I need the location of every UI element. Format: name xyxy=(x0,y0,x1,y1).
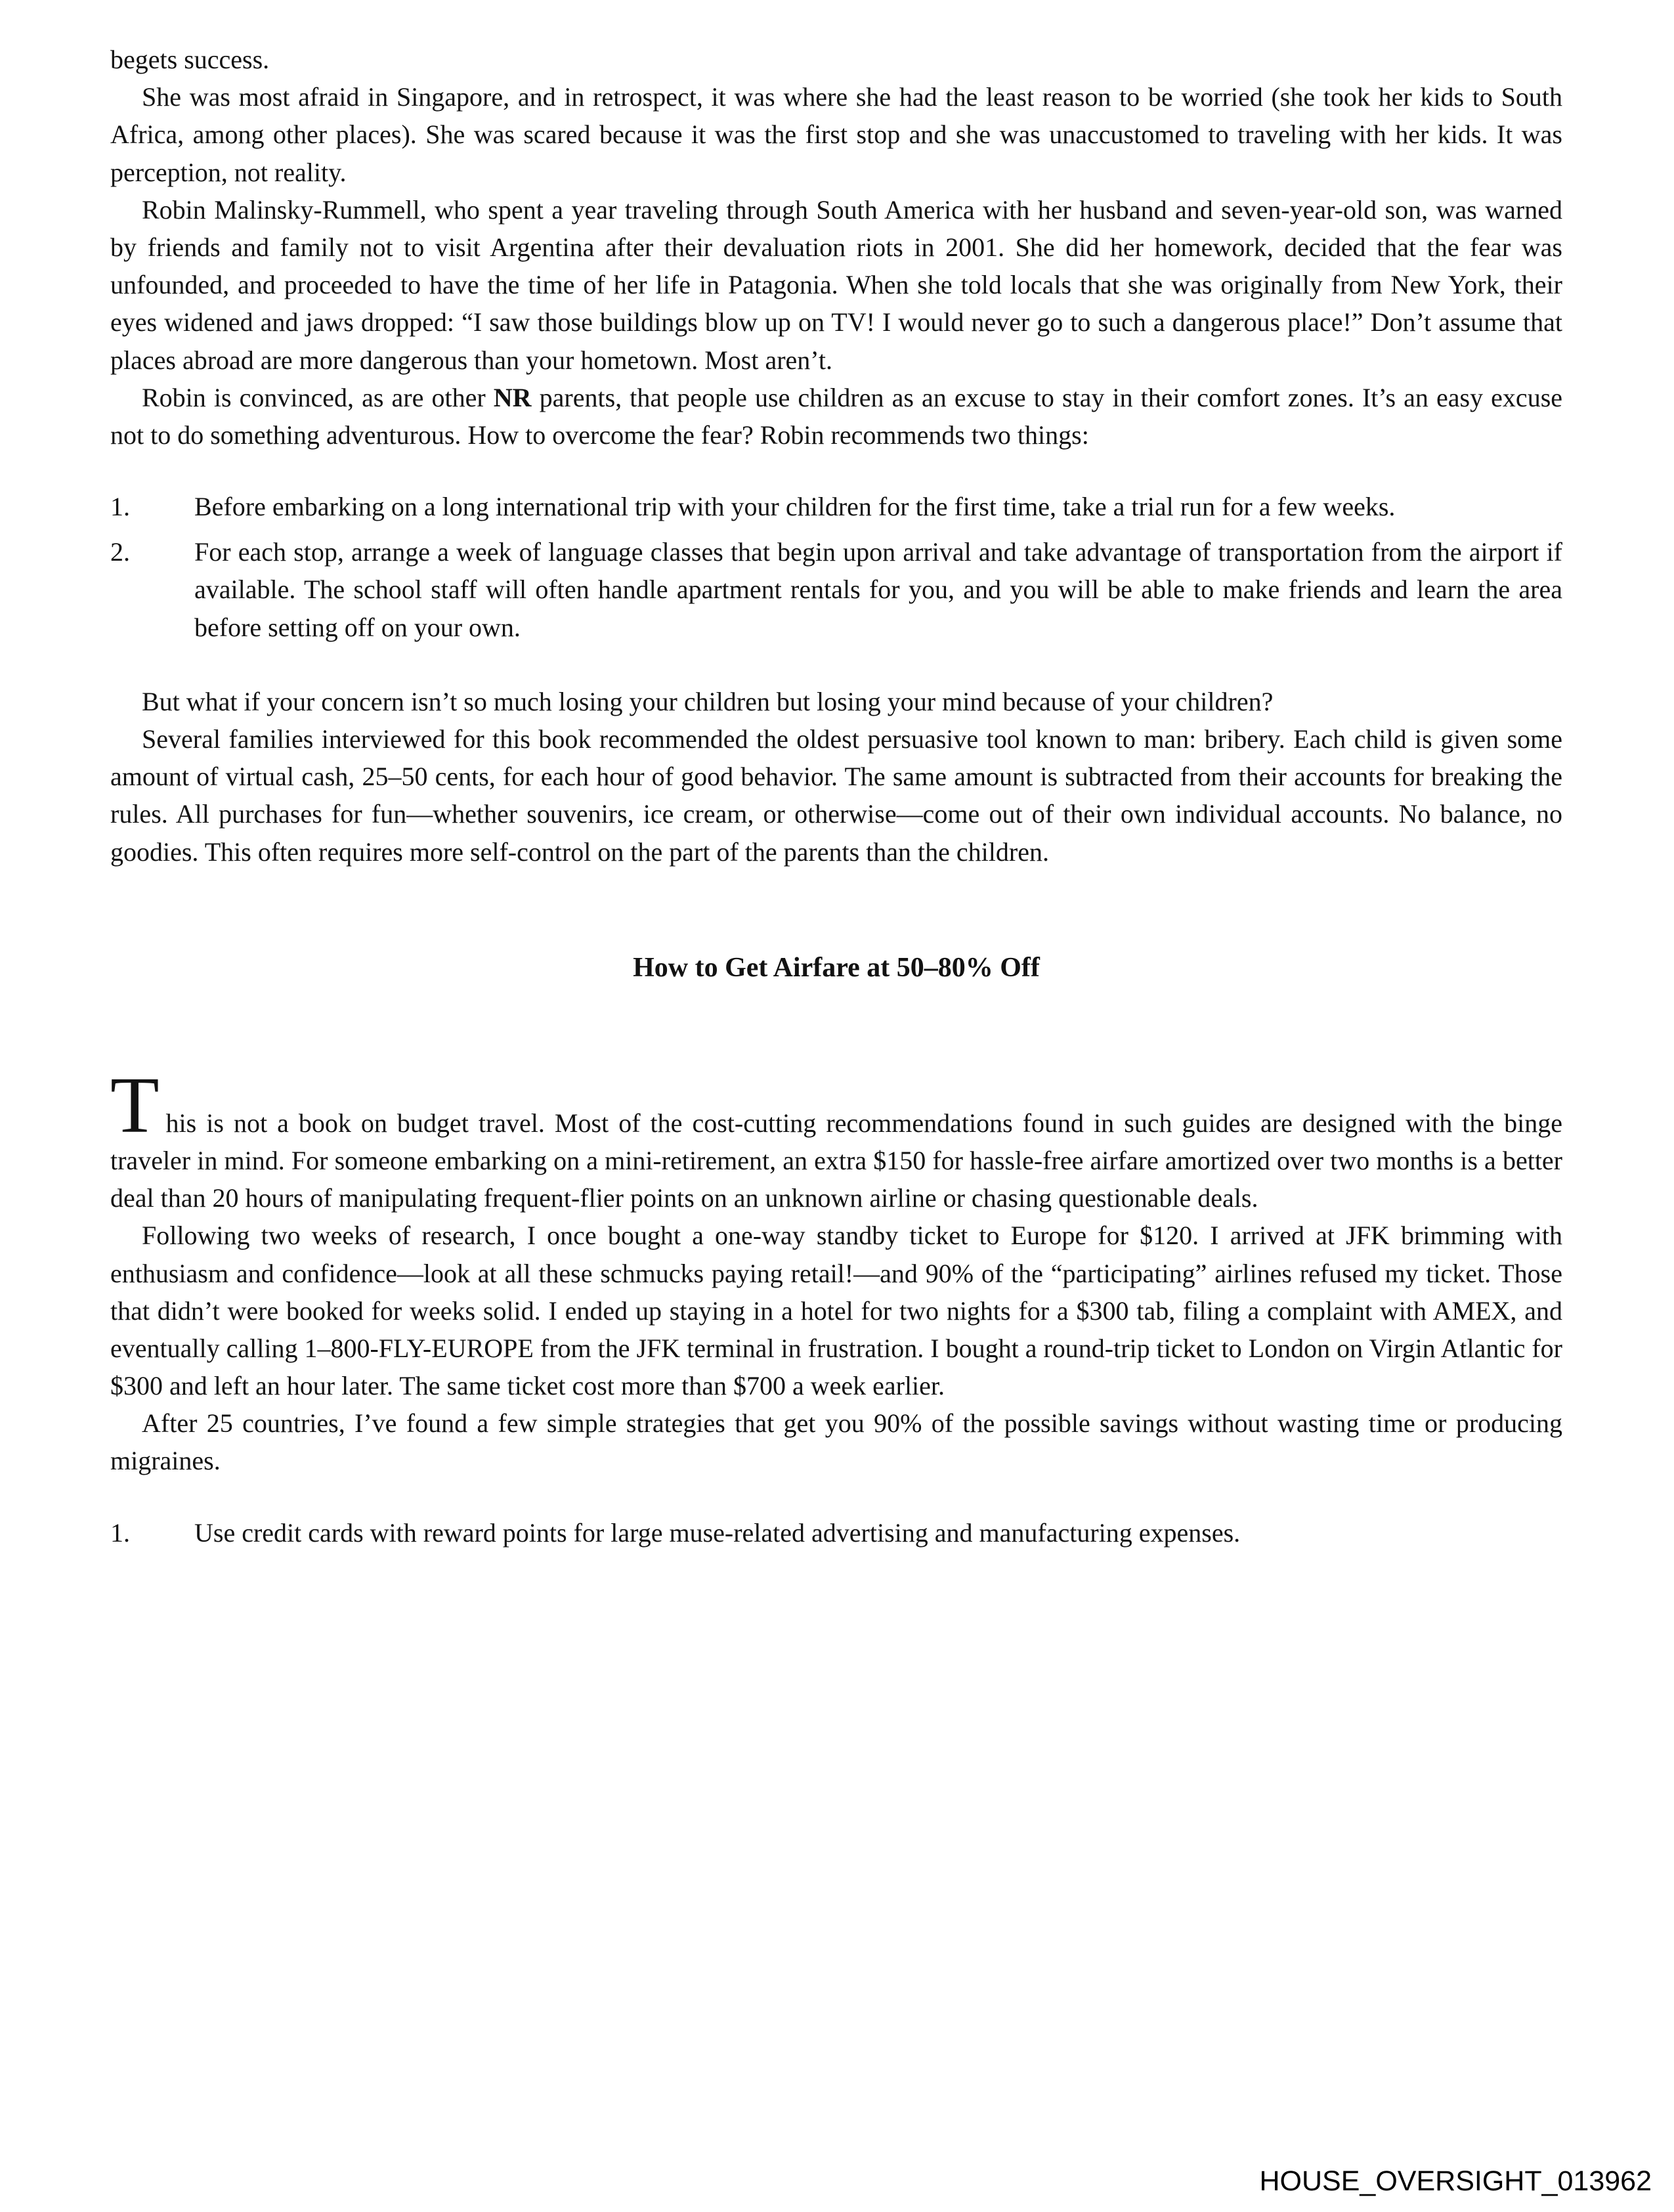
paragraph-singapore: She was most afraid in Singapore, and in retrospect, it was where she had the least reason to be worried (she took her kids to South Africa, among other places). She was scared because it was the first stop and she was unaccustomed to traveling with her kids. It was perception, not reality. xyxy=(110,82,1562,187)
list-number: 2. xyxy=(110,537,130,567)
list-item xyxy=(110,488,1562,525)
list-number: 1. xyxy=(110,1517,130,1548)
paragraph-jfk-story: Following two weeks of research, I once bought a one-way standby ticket to Europe for $120. I arrived at JFK brimming with enthusiasm and confidence—look at all these schmucks paying retail!—and 90% of the “participating” airlines refused my ticket. Those that didn’t were booked for weeks solid. I ended up staying in a hotel for two nights for a $300 tab, filing a complaint with AMEX, and eventually calling 1–800-FLY-EUROPE from the JFK terminal in frustration. I bought a round-trip ticket to London on Virgin Atlantic for $300 and left an hour later. The same ticket cost more than $700 a week earlier. xyxy=(110,1221,1562,1401)
paragraph-bribery: Several families interviewed for this book recommended the oldest persuasive tool known to man: bribery. Each child is given some amount of virtual cash, 25–50 cents, for each hour of good behavior. The same amount is subtracted from their accounts for breaking the rules. All purchases for fun—whether souvenirs, ice cream, or otherwise—come out of their own individual accounts. No balance, no goodies. This often requires more self-control on the part of the parents than the children. xyxy=(110,724,1562,867)
paragraph-robin-convinced xyxy=(110,379,1562,454)
list-text: Before embarking on a long international trip with your children for the first time, take a trial run for a few weeks. xyxy=(194,492,1396,522)
paragraph-25-countries: After 25 countries, I’ve found a few simple strategies that get you 90% of the possible savings without wasting time or producing migraines. xyxy=(110,1408,1562,1476)
paragraph-text: Robin is convinced, as are other xyxy=(142,382,494,412)
list-number: 1. xyxy=(110,492,130,522)
paragraph-dropcap xyxy=(110,1060,1562,1217)
paragraph-losing-mind: But what if your concern isn’t so much losing your children but losing your mind because of your children? xyxy=(142,686,1274,716)
list-item xyxy=(110,533,1562,646)
list-text: Use credit cards with reward points for large muse-related advertising and manufacturing expenses. xyxy=(194,1517,1241,1548)
paragraph-text: his is not a book on budget travel. Most of the cost-cutting recommendations found in such guides are designed with the binge traveler in mind. For someone embarking on a mini-retirement, an extra $150 for hassle-free airfare amortized over two months is a better deal than 20 hours of manipulating frequent-flier points on an unknown airline or chasing questionable deals. xyxy=(110,1108,1562,1213)
list-text: For each stop, arrange a week of language classes that begin upon arrival and take advantage of transportation from the airport if available. The school staff will often handle apartment rentals for you, and you will be able to make friends and learn the area before setting off on your own. xyxy=(194,537,1562,642)
drop-cap: T xyxy=(110,1060,160,1150)
footer-stamp: HOUSE_OVERSIGHT_013962 xyxy=(1259,2165,1652,2197)
numbered-list-trip-tips xyxy=(110,488,1562,646)
paragraph-text: parents, that people use children as an excuse to stay in their comfort zones. It’s an easy excuse not to do something adventurous. How to overcome the fear? Robin recommends two things: xyxy=(110,382,1563,450)
paragraph-robin-story: Robin Malinsky-Rummell, who spent a year traveling through South America with her husband and seven-year-old son, was warned by friends and family not to visit Argentina after their devaluation riots in 2001. She did her homework, decided that the fear was unfounded, and proceeded to have the time of her life in Patagonia. When she told locals that she was originally from New York, their eyes widened and jaws dropped: “I saw those buildings blow up on TV! I would never go to such a dangerous place!” Don’t assume that places abroad are more dangerous than your hometown. Most aren’t. xyxy=(110,194,1562,375)
list-item xyxy=(110,1514,1562,1551)
section-heading: How to Get Airfare at 50–80% Off xyxy=(633,952,1040,983)
bold-nr-text: NR xyxy=(493,382,532,412)
numbered-list-airfare-strategies xyxy=(110,1514,1562,1551)
paragraph-fragment: begets success. xyxy=(110,45,270,74)
